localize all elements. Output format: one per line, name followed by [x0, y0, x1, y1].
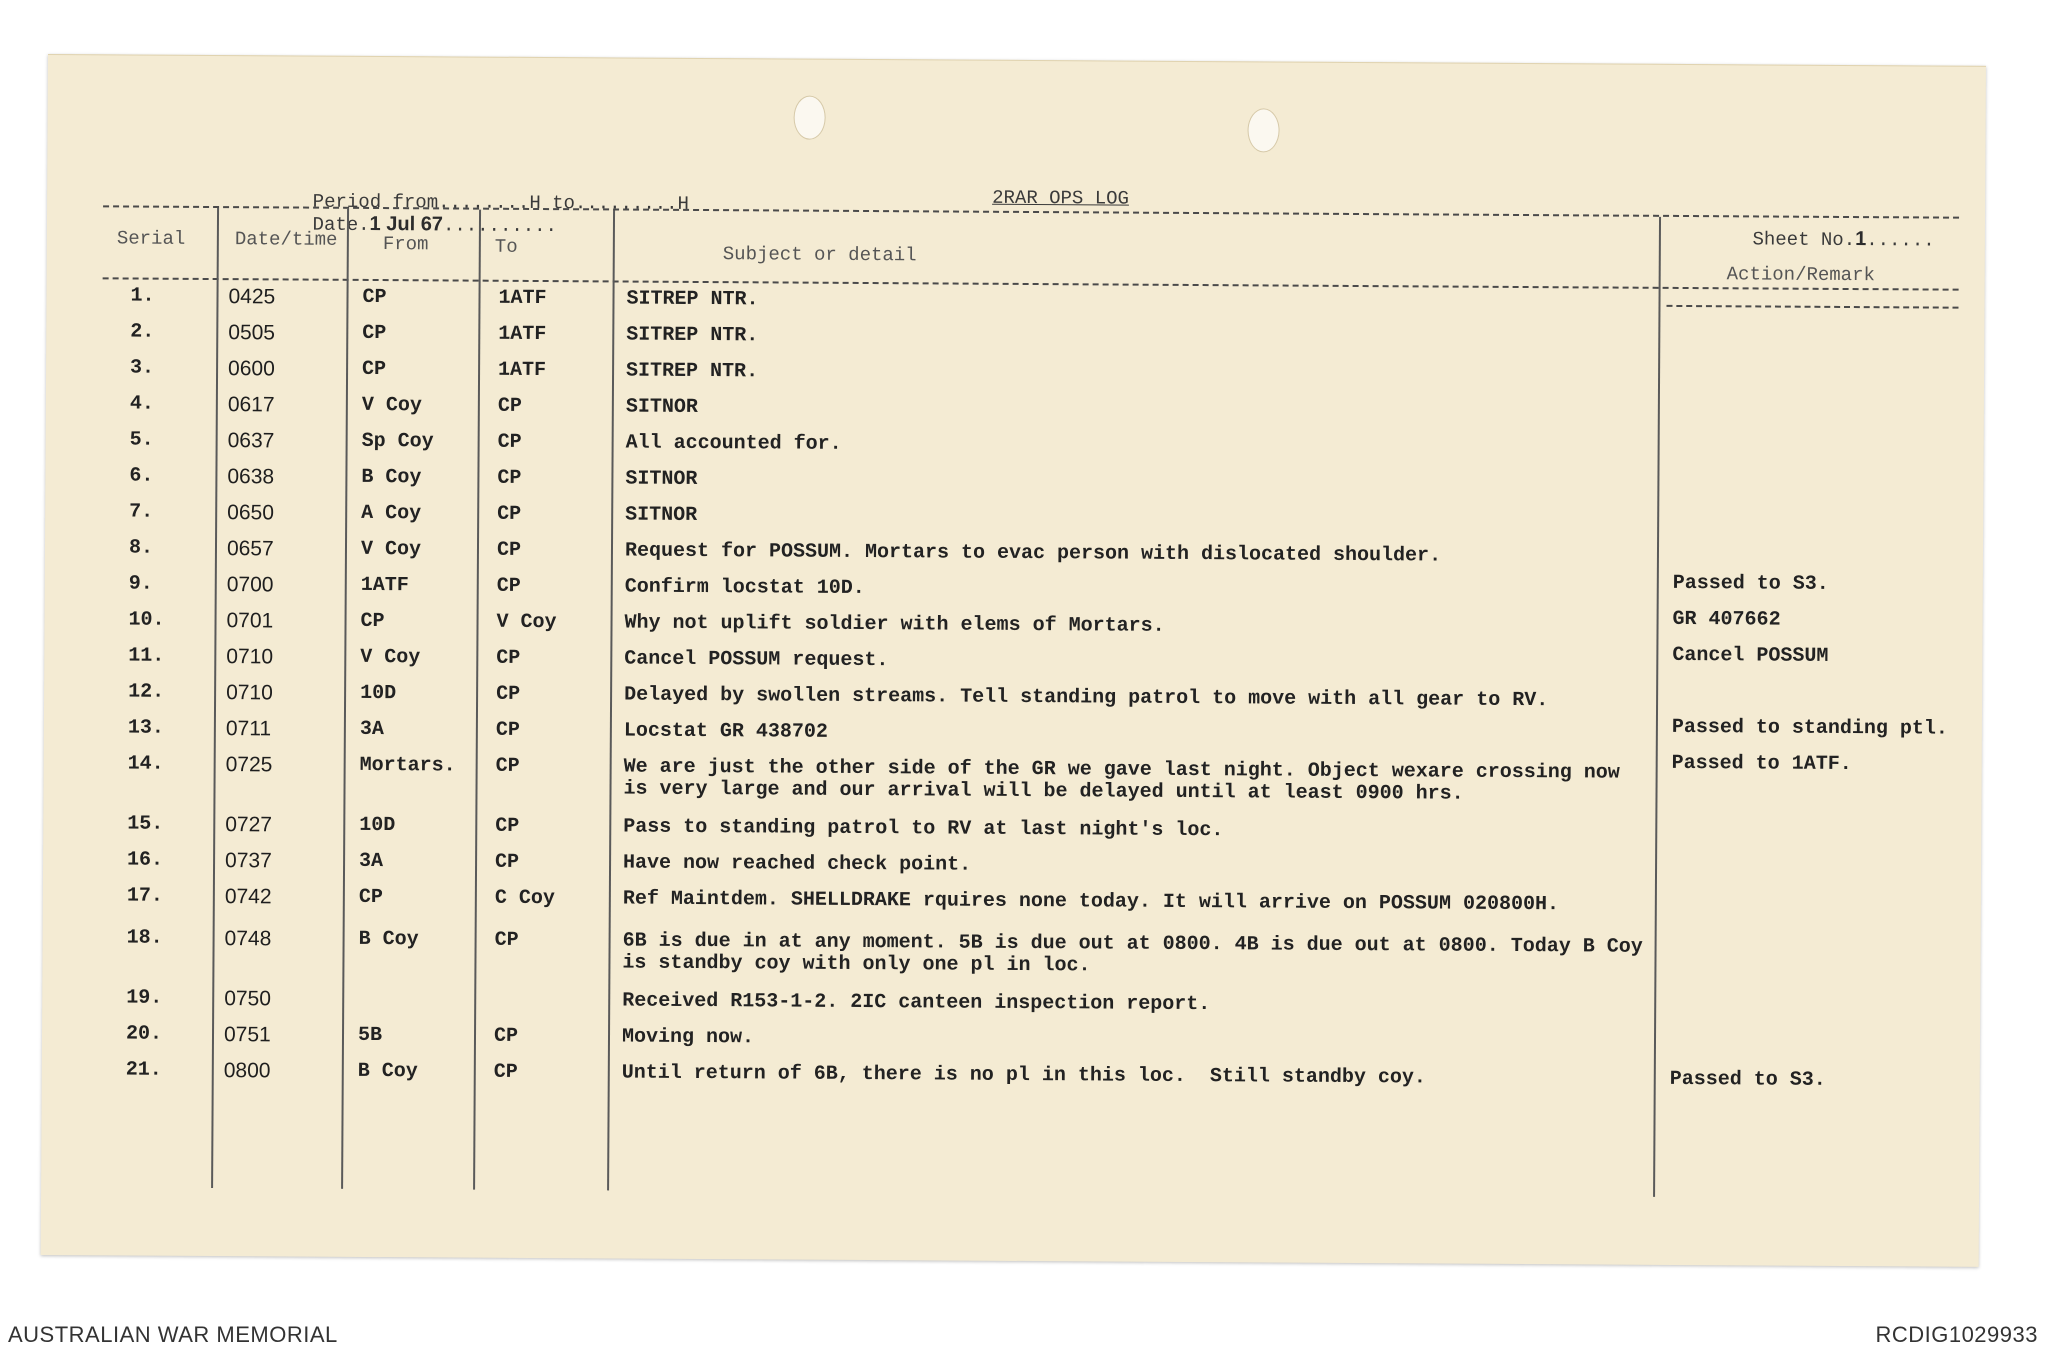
table-row	[45, 500, 1983, 527]
date-label: Date.	[312, 213, 370, 236]
row-subject: Confirm locstat 10D.	[624, 575, 865, 600]
row-from: 5B	[357, 1023, 383, 1048]
table-row	[43, 926, 1981, 978]
row-subject: SITREP NTR.	[626, 287, 759, 312]
col-header-datetime: Date/time	[234, 228, 338, 251]
col-header-serial: Serial	[116, 227, 186, 250]
row-from: Mortars.	[359, 753, 456, 778]
row-serial: 14.	[127, 752, 164, 776]
row-serial: 10.	[128, 608, 165, 632]
row-time: 0617	[227, 393, 275, 417]
row-to: CP	[496, 682, 521, 706]
table-row	[46, 320, 1984, 348]
table-row	[42, 986, 1980, 1017]
ops-log-sheet	[41, 54, 1986, 1267]
row-from: A Coy	[361, 501, 422, 526]
table-row	[45, 536, 1983, 568]
row-serial: 9.	[128, 572, 153, 596]
table-row	[44, 680, 1982, 713]
row-serial: 18.	[126, 926, 163, 950]
table-row	[46, 356, 1984, 384]
row-from: B Coy	[361, 465, 422, 490]
row-time: 0505	[228, 321, 276, 345]
row-serial: 13.	[127, 716, 164, 740]
row-to: CP	[497, 394, 522, 418]
row-action: Passed to standing ptl.	[1671, 715, 1949, 741]
row-serial: 16.	[127, 848, 164, 872]
row-to: CP	[497, 466, 522, 490]
row-serial: 12.	[128, 680, 165, 704]
row-subject: We are just the other side of the GR we gave last night. Object wexare crossing now	[623, 755, 1620, 785]
action-header-rule	[1666, 305, 1958, 309]
col-header-subject: Subject or detail	[722, 243, 917, 267]
row-to: CP	[497, 430, 522, 454]
row-time: 0711	[225, 717, 272, 741]
row-subject: Locstat GR 438702	[623, 719, 828, 744]
table-row	[43, 848, 1981, 877]
row-subject: Have now reached check point.	[622, 851, 972, 877]
table-row	[43, 812, 1981, 843]
row-to: CP	[495, 754, 520, 778]
row-subject: Until return of 6B, there is no pl in this loc. Still standby coy.	[621, 1061, 1426, 1090]
row-serial: 8.	[128, 536, 154, 560]
row-from: V Coy	[360, 537, 422, 562]
row-time: 0638	[227, 465, 275, 489]
row-serial: 11.	[128, 644, 165, 668]
row-time: 0701	[226, 609, 274, 633]
row-subject: Why not uplift soldier with elems of Mortars.	[624, 611, 1165, 638]
sheet-value: 1	[1855, 228, 1867, 251]
row-subject: Ref Maintdem. SHELLDRAKE rquires none today. It will arrive on POSSUM 020800H.	[622, 887, 1560, 917]
row-time: 0650	[227, 501, 274, 525]
row-serial: 15.	[127, 812, 164, 836]
row-subject-continued: is very large and our arrival will be delayed until at least 0900 hrs.	[623, 777, 1464, 806]
row-time: 0600	[228, 357, 275, 381]
row-serial: 21.	[125, 1058, 162, 1082]
row-serial: 3.	[130, 356, 155, 380]
row-time: 0700	[226, 573, 274, 597]
row-to: V Coy	[496, 610, 557, 635]
row-serial: 19.	[126, 986, 163, 1010]
row-to: CP	[497, 502, 522, 526]
row-to: 1ATF	[498, 322, 547, 347]
row-action: Passed to S3.	[1672, 571, 1829, 596]
sheet-label: Sheet No.	[1752, 228, 1856, 252]
row-from: CP	[362, 285, 387, 310]
row-time: 0425	[228, 285, 276, 309]
date-trail: ..........	[442, 214, 558, 238]
row-time: 0742	[224, 885, 272, 909]
row-action: GR 407662	[1672, 607, 1781, 632]
row-time: 0748	[224, 927, 272, 951]
row-time: 0725	[225, 753, 273, 777]
row-from: 10D	[360, 681, 397, 706]
row-from: 3A	[359, 849, 384, 874]
sheet-trail: ......	[1866, 229, 1935, 252]
col-divider-time	[341, 209, 349, 1189]
row-subject: Received R153-1-2. 2IC canteen inspection report.	[622, 989, 1211, 1017]
footer-source: AUSTRALIAN WAR MEMORIAL	[8, 1322, 338, 1347]
row-serial: 6.	[129, 464, 154, 488]
row-serial: 5.	[129, 428, 154, 452]
row-to: CP	[495, 814, 520, 838]
row-from: V Coy	[361, 393, 422, 418]
row-time: 0737	[225, 849, 272, 873]
row-from: 10D	[359, 813, 396, 838]
table-row	[45, 464, 1983, 491]
row-from: 3A	[359, 717, 384, 742]
col-divider-from	[473, 210, 481, 1190]
row-from: CP	[358, 885, 383, 910]
row-subject: 6B is due in at any moment. 5B is due out at 0800. 4B is due out at 0800. Today B Coy	[622, 929, 1643, 959]
row-time: 0657	[226, 537, 274, 561]
col-divider-to	[607, 210, 615, 1190]
row-time: 0727	[225, 813, 273, 837]
row-to: CP	[494, 928, 519, 952]
row-action: Cancel POSSUM	[1672, 643, 1829, 668]
row-from: V Coy	[360, 645, 421, 670]
row-to: CP	[493, 1060, 518, 1084]
row-to: CP	[495, 718, 520, 742]
row-serial: 20.	[125, 1022, 163, 1046]
row-time: 0637	[227, 429, 275, 453]
row-time: 0751	[223, 1023, 271, 1047]
log-title: 2RAR OPS LOG	[992, 186, 1130, 210]
punch-hole-right	[1247, 108, 1279, 152]
row-serial: 2.	[130, 320, 155, 344]
row-subject: Request for POSSUM. Mortars to evac person with dislocated shoulder.	[624, 539, 1442, 568]
punch-hole-left	[793, 96, 825, 140]
date-value: 1 Jul 67	[369, 212, 444, 236]
row-time: 0710	[226, 681, 273, 705]
row-to: CP	[496, 574, 521, 598]
table-row	[42, 1022, 1980, 1050]
footer-reference: RCDIG1029933	[1875, 1322, 2038, 1347]
row-action: Passed to 1ATF.	[1671, 751, 1852, 777]
row-from: 1ATF	[360, 573, 409, 598]
table-row	[46, 392, 1984, 419]
row-from: Sp Coy	[361, 429, 434, 454]
row-serial: 1.	[130, 284, 155, 308]
table-row	[43, 884, 1981, 917]
row-from: CP	[360, 609, 385, 634]
row-from: CP	[362, 321, 387, 346]
table-row	[46, 428, 1984, 456]
row-from: B Coy	[358, 927, 419, 952]
row-subject: SITNOR	[625, 467, 698, 491]
row-subject: Cancel POSSUM request.	[624, 647, 889, 673]
row-from: CP	[362, 357, 387, 382]
row-to: 1ATF	[498, 286, 547, 311]
col-header-to: To	[494, 235, 518, 258]
period-label: Period from........H to.........H	[312, 190, 690, 215]
col-header-from: From	[382, 233, 429, 256]
row-action: Passed to S3.	[1669, 1067, 1826, 1092]
row-subject: SITNOR	[625, 395, 698, 419]
row-to: CP	[495, 850, 520, 874]
row-to: 1ATF	[498, 358, 547, 383]
row-to: CP	[493, 1024, 519, 1048]
row-serial: 7.	[129, 500, 154, 524]
row-to: C Coy	[494, 886, 555, 911]
row-to: CP	[496, 646, 521, 670]
row-from: B Coy	[357, 1059, 418, 1084]
row-subject: Delayed by swollen streams. Tell standing patrol to move with all gear to RV.	[624, 683, 1549, 713]
row-subject-continued: is standby coy with only one pl in loc.	[622, 951, 1091, 978]
row-serial: 17.	[126, 884, 163, 908]
row-to: CP	[496, 538, 522, 562]
row-time: 0750	[224, 987, 272, 1011]
col-divider-serial	[211, 208, 219, 1188]
row-subject: SITREP NTR.	[626, 323, 759, 348]
row-time: 0710	[226, 645, 274, 669]
row-time: 0800	[223, 1059, 271, 1083]
row-subject: All accounted for.	[625, 431, 842, 456]
row-serial: 4.	[129, 392, 154, 416]
row-subject: SITNOR	[625, 503, 698, 527]
col-header-action: Action/Remark	[1726, 263, 1875, 287]
col-divider-subject	[1653, 217, 1661, 1197]
row-subject: SITREP NTR.	[626, 359, 759, 384]
row-subject: Pass to standing patrol to RV at last night's loc.	[623, 815, 1224, 843]
row-subject: Moving now.	[621, 1025, 755, 1050]
